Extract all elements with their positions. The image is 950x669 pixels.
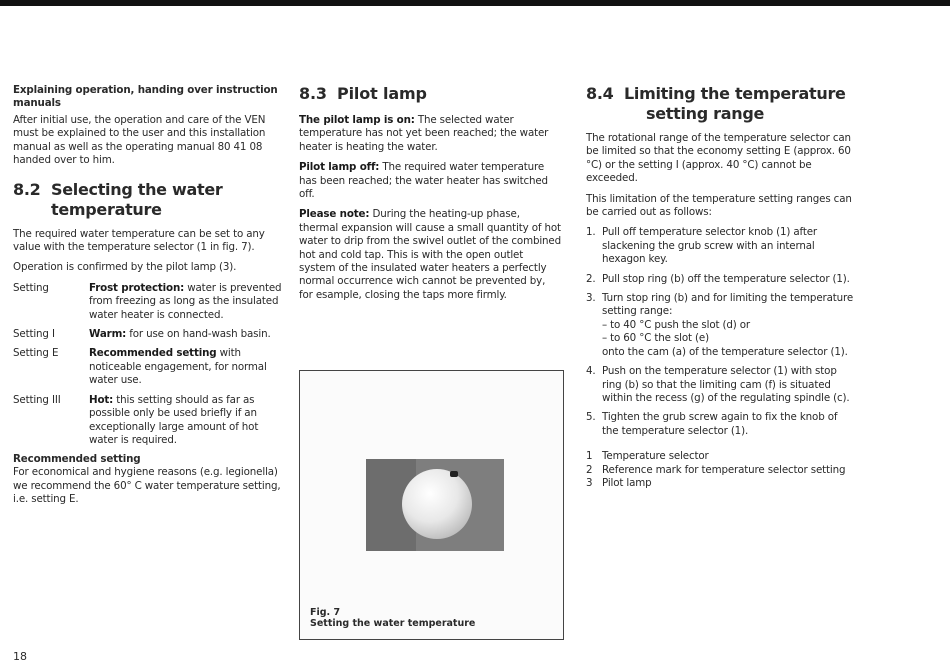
pilot-on-text: The selected water temperature has not yet been reached; the water heater is heating the water.: [299, 114, 549, 153]
step-text: Pull off temperature selector knob (1) after slackening the grub screw with an internal hexagon key.: [602, 226, 817, 266]
legend-item: [586, 464, 856, 477]
section-8-3-heading: [299, 84, 561, 104]
limiting-para-1: The rotational range of the temperature selector can be limited so that the economy setting E (approx. 60 °C) or the setting I (approx. 40 °C) cannot be exceeded.: [586, 132, 851, 185]
settings-list: [13, 282, 285, 447]
recommended-text: For economical and hygiene reasons (e.g. legionella) we recommend the 60° C water temperature setting, i.e. setting E.: [13, 466, 281, 506]
step-number: 1.: [586, 226, 596, 239]
column-middle: [299, 84, 561, 309]
section-title-line2: temperature: [51, 199, 162, 219]
step-text: Pull stop ring (b) off the temperature selector (1).: [602, 272, 850, 285]
step-number: 5.: [586, 411, 596, 424]
column-right: [586, 84, 856, 490]
section-number: 8.3: [299, 84, 327, 103]
note-text: During the heating-up phase, thermal expansion will cause a small quantity of hot water to drip from the swivel outlet of the combined hot and cold tap. This is with the open outlet system of the insulated water heaters a perfectly normal occurrence wich cannot be prevented by, for esample, closing the taps more firmly.: [299, 208, 562, 301]
setting-name: Warm:: [89, 328, 127, 341]
knob-photo: [366, 459, 504, 551]
setting-label: Setting E: [13, 347, 59, 360]
pilot-off-label: Pilot lamp off:: [299, 161, 380, 174]
setting-text: this setting should as far as possible only be used briefly if an exceptionally large amount of hot water is required.: [89, 393, 259, 446]
setting-row: [13, 394, 285, 448]
step-item: [586, 365, 856, 405]
step-item: [586, 273, 856, 286]
section-8-4-heading: [586, 84, 856, 124]
section-title-line2: setting range: [646, 104, 765, 123]
legend-text: Reference mark for temperature selector setting: [602, 463, 846, 476]
step-number: 2.: [586, 272, 596, 285]
setting-text: with noticeable engagement, for normal water use.: [89, 347, 267, 387]
knob-reference-mark: [450, 471, 458, 477]
step-number: 4.: [586, 365, 596, 378]
legend-text: Temperature selector: [602, 450, 709, 463]
legend-number: 1: [586, 450, 593, 463]
figure-caption-text: Setting the water temperature: [310, 618, 476, 629]
figure-caption: [310, 607, 475, 629]
setting-description: [89, 328, 285, 341]
setting-row: [13, 282, 285, 322]
setting-row: [13, 347, 285, 387]
legend-number: 2: [586, 463, 593, 476]
pilot-lamp-on-para: [299, 114, 561, 154]
pilot-on-label: The pilot lamp is on:: [299, 114, 415, 126]
setting-name: Recommended setting: [89, 347, 217, 360]
note-label: Please note:: [299, 208, 370, 221]
section-number: 8.2: [13, 179, 41, 199]
pilot-lamp-off-para: [299, 161, 561, 201]
column-left: [13, 84, 285, 507]
step-text: Turn stop ring (b) and for limiting the temperature setting range: – to 40 °C push the slot (d) or – to 60 °C the slot (e) onto the cam (a) of the temperature selector (1).: [602, 292, 854, 358]
top-border-bar: [0, 0, 950, 6]
legend-number: 3: [586, 476, 593, 489]
step-item: [586, 226, 856, 266]
step-item: [586, 411, 856, 438]
figure-7: [299, 370, 564, 640]
selecting-para-2: Operation is confirmed by the pilot lamp (3).: [13, 261, 237, 274]
section-number: 8.4: [586, 84, 614, 103]
setting-label: Setting I: [13, 328, 55, 341]
setting-description: [89, 394, 285, 448]
section-8-2-heading: [13, 180, 285, 220]
setting-description: [89, 347, 285, 387]
legend-text: Pilot lamp: [602, 476, 652, 489]
figure-legend: [586, 450, 856, 490]
setting-label: Setting: [13, 281, 49, 294]
page-number: 18: [13, 650, 27, 663]
steps-list: [586, 226, 856, 438]
temperature-knob-image: [402, 469, 472, 539]
intro-text: After initial use, the operation and care of the VEN must be explained to the user and this installation manual as well as the operating manual 80 41 08 handed over to him.: [13, 114, 266, 167]
section-title-line1: Limiting the temperature: [624, 84, 846, 103]
please-note-para: [299, 208, 561, 302]
figure-label: Fig. 7: [310, 607, 341, 618]
section-title: Pilot lamp: [337, 84, 427, 103]
setting-label: Setting III: [13, 393, 61, 406]
setting-text: water is prevented from freezing as long as the insulated water heater is connected.: [89, 281, 282, 321]
section-title-line1: Selecting the water: [51, 179, 223, 199]
pilot-off-text: The required water temperature has been reached; the water heater has switched off.: [299, 161, 548, 201]
legend-item: [586, 477, 856, 490]
recommended-heading: Recommended setting: [13, 453, 141, 466]
setting-name: Frost protection:: [89, 281, 185, 294]
limiting-para-2: This limitation of the temperature setting ranges can be carried out as follows:: [586, 192, 852, 219]
intro-heading: Explaining operation, handing over instruction manuals: [13, 84, 278, 109]
setting-row: [13, 328, 285, 341]
setting-description: [89, 282, 285, 322]
step-number: 3.: [586, 292, 596, 305]
selecting-para-1: The required water temperature can be set to any value with the temperature selector (1 in fig. 7).: [13, 227, 265, 254]
step-text: Tighten the grub screw again to fix the knob of the temperature selector (1).: [602, 411, 838, 437]
setting-name: Hot:: [89, 393, 114, 406]
step-text: Push on the temperature selector (1) with stop ring (b) so that the limiting cam (f) is situated within the recess (g) of the regulating spindle (c).: [602, 365, 850, 404]
setting-text: for use on hand-wash basin.: [126, 328, 271, 341]
legend-item: [586, 450, 856, 463]
step-item: [586, 292, 856, 359]
